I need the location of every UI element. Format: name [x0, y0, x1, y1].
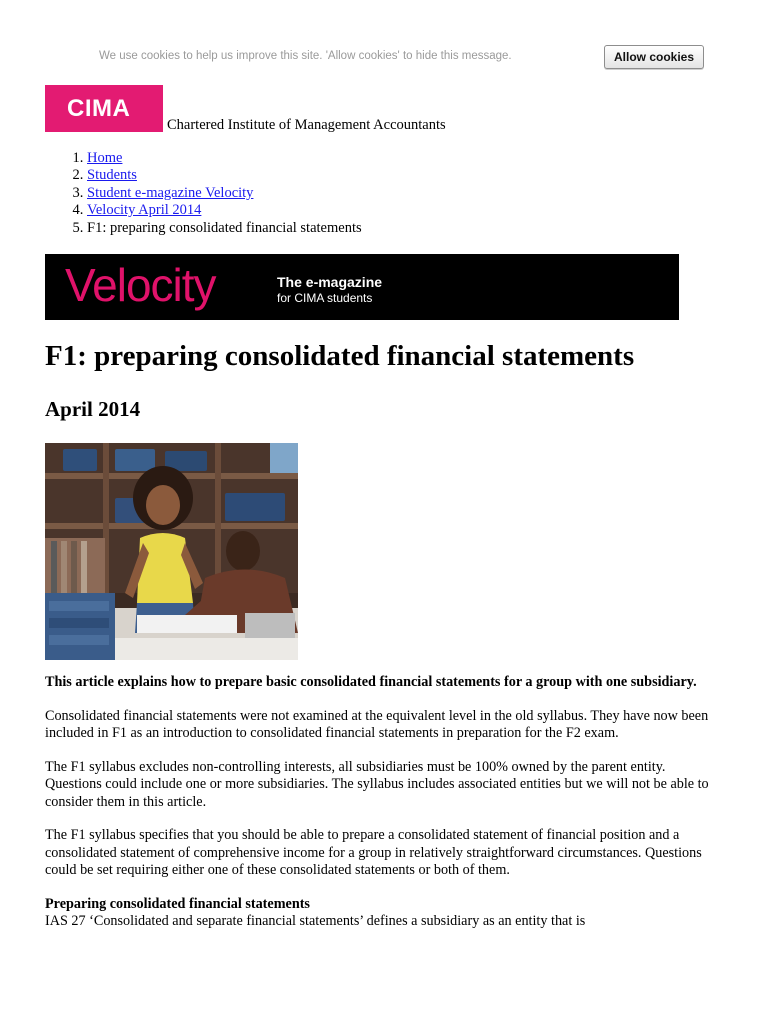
article-paragraph: Consolidated financial statements were not examined at the equivalent level in the old syllabus. They have now been included in F1 as an introduction to consolidated financial statements in preparation for the F2 exam. — [45, 707, 709, 741]
breadcrumb-link-velocity-april[interactable]: Velocity April 2014 — [87, 202, 202, 219]
breadcrumb-link-velocity[interactable]: Student e-magazine Velocity — [87, 184, 254, 201]
site-header — [45, 85, 745, 133]
banner-tagline-2: for CIMA students — [277, 291, 373, 305]
breadcrumb-item-velocity — [87, 185, 362, 202]
org-name: Chartered Institute of Management Accountants — [167, 117, 446, 133]
breadcrumb-link-students[interactable]: Students — [87, 167, 137, 184]
article-title: F1: preparing consolidated financial statements — [45, 340, 635, 372]
article-paragraph: The F1 syllabus specifies that you should be able to prepare a consolidated statement of financial position and a consolidated statement of comprehensive income for a group in relatively straightforward circumstances. Questions could be set requiring either one of these consolidated statements or both of them. — [45, 827, 702, 878]
allow-cookies-button[interactable]: Allow cookies — [604, 45, 704, 69]
article-lead: This article explains how to prepare basic consolidated financial statements for a group with one subsidiary. — [45, 674, 697, 690]
cima-logo-text: CIMA — [67, 94, 131, 122]
article-photo — [45, 443, 298, 660]
breadcrumb — [45, 150, 362, 237]
article-paragraph: IAS 27 ‘Consolidated and separate financial statements’ defines a subsidiary as an entity that is — [45, 913, 586, 929]
breadcrumb-link-home[interactable]: Home — [87, 150, 123, 166]
article-date: April 2014 — [45, 397, 141, 421]
breadcrumb-item-velocity-april — [87, 202, 362, 219]
breadcrumb-item-current: 5. F1: preparing consolidated financial statements — [87, 220, 362, 237]
velocity-banner — [45, 254, 679, 320]
article-subheading: Preparing consolidated financial statements — [45, 895, 310, 912]
breadcrumb-item-home — [87, 150, 362, 167]
breadcrumb-item-students — [87, 167, 362, 184]
article-body — [45, 674, 725, 947]
banner-tagline-1: The e-magazine — [277, 274, 383, 290]
cima-logo[interactable] — [45, 85, 163, 132]
article-paragraph: The F1 syllabus excludes non-controlling interests, all subsidiaries must be 100% owned by the parent entity. Questions could include one or more subsidiaries. The syllabus includes associated entities but we will not be able to consider them in this article. — [45, 758, 709, 810]
cookie-message: We use cookies to help us improve this site. 'Allow cookies' to hide this message. — [99, 50, 512, 62]
cookie-bar — [0, 44, 768, 72]
velocity-logo-text: Velocity — [65, 259, 216, 311]
